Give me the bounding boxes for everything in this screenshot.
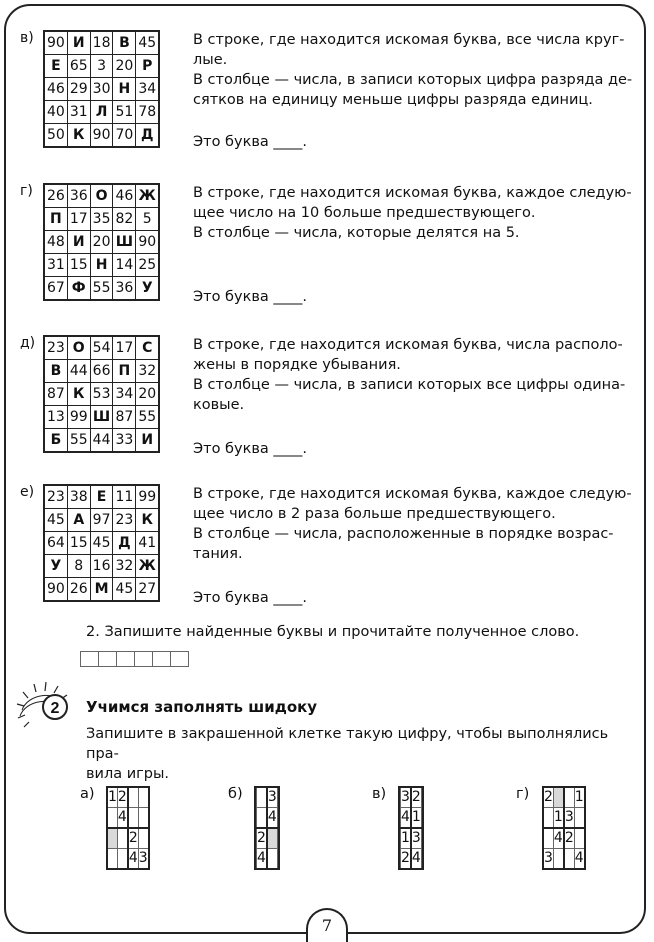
puzzle-label: в) <box>20 30 34 46</box>
sudoku-cell: 2 <box>401 849 411 870</box>
grid-number-cell: 87 <box>44 383 67 406</box>
condition-line: В столбце — числа, в записи которых все цифры одина- <box>193 377 626 393</box>
grid-number-cell: 33 <box>113 429 136 453</box>
grid-number-cell: 45 <box>90 532 113 555</box>
grid-letter-cell: С <box>136 336 159 360</box>
condition-line: лые. <box>193 52 228 68</box>
sudoku-cell <box>117 828 127 849</box>
condition-line: щее число на 10 больше предшествующего. <box>193 205 536 221</box>
condition-line: сятков на единицу меньше цифры разряда единиц. <box>193 92 593 108</box>
grid-number-cell: 51 <box>113 101 136 124</box>
intro-line: вила игры. <box>86 766 170 782</box>
grid-number-cell: 90 <box>44 31 67 55</box>
grid-number-cell: 23 <box>113 509 136 532</box>
grid-letter-cell: Ш <box>90 406 113 429</box>
number-letter-grid <box>43 484 160 602</box>
grid-letter-cell: Н <box>113 78 136 101</box>
grid-number-cell: 46 <box>113 184 136 208</box>
sun-emblem-icon <box>14 680 80 730</box>
sudoku-cell <box>574 808 584 829</box>
grid-number-cell: 99 <box>136 485 159 509</box>
grid-number-cell: 36 <box>67 184 90 208</box>
condition-line: В столбце — числа, которые делятся на 5. <box>193 225 520 241</box>
grid-letter-cell: У <box>44 555 67 578</box>
answer-boxes[interactable] <box>80 651 188 667</box>
grid-letter-cell: Б <box>44 429 67 453</box>
grid-letter-cell: Н <box>90 254 113 277</box>
sudoku-cell <box>543 808 553 829</box>
grid-letter-cell: К <box>67 124 90 148</box>
grid-number-cell: 41 <box>136 532 159 555</box>
condition-line: В строке, где находится искомая буква, числа располо- <box>193 337 623 353</box>
grid-number-cell: 36 <box>113 277 136 301</box>
sudoku-cell: 4 <box>128 849 138 870</box>
grid-number-cell: 3 <box>90 55 113 78</box>
grid-letter-cell: М <box>90 578 113 602</box>
grid-number-cell: 14 <box>113 254 136 277</box>
exercise-title: Учимся заполнять шидоку <box>86 698 318 716</box>
answer-letter-box[interactable] <box>80 651 99 667</box>
intro-line: Запишите в закрашенной клетке такую цифру, чтобы выполнялись пра- <box>86 726 609 762</box>
grid-number-cell: 13 <box>44 406 67 429</box>
sudoku-shaded-cell[interactable] <box>421 849 423 870</box>
number-letter-grid <box>43 30 160 148</box>
grid-number-cell: 31 <box>44 254 67 277</box>
grid-number-cell: 29 <box>67 78 90 101</box>
task-2-instruction: 2. Запишите найденные буквы и прочитайте полученное слово. <box>86 624 580 640</box>
sudoku-cell <box>564 787 574 808</box>
sudoku-cell <box>138 787 148 808</box>
grid-letter-cell: А <box>67 509 90 532</box>
grid-number-cell: 35 <box>90 208 113 231</box>
condition-line: В строке, где находится искомая буква, каждое следую- <box>193 486 632 502</box>
sudoku-cell: 2 <box>117 787 127 808</box>
grid-number-cell: 67 <box>44 277 67 301</box>
grid-number-cell: 54 <box>90 336 113 360</box>
condition-line: В строке, где находится искомая буква, все числа круг- <box>193 32 625 48</box>
puzzle-section <box>18 183 638 313</box>
sudoku-cell <box>564 849 574 870</box>
grid-letter-cell: И <box>136 429 159 453</box>
sudoku-cell <box>277 849 279 870</box>
sudoku-cell <box>421 787 423 808</box>
sudoku-cell: 1 <box>401 828 411 849</box>
grid-letter-cell: Ш <box>113 231 136 254</box>
grid-letter-cell: П <box>44 208 67 231</box>
grid-number-cell: 90 <box>136 231 159 254</box>
grid-number-cell: 31 <box>67 101 90 124</box>
grid-number-cell: 20 <box>90 231 113 254</box>
condition-line: тания. <box>193 546 243 562</box>
grid-number-cell: 87 <box>113 406 136 429</box>
grid-number-cell: 78 <box>136 101 159 124</box>
sudoku-cell <box>128 808 138 829</box>
grid-number-cell: 46 <box>44 78 67 101</box>
grid-letter-cell: Ф <box>67 277 90 301</box>
answer-letter-box[interactable] <box>134 651 153 667</box>
grid-letter-cell: Л <box>90 101 113 124</box>
sudoku-cell <box>138 808 148 829</box>
grid-number-cell: 45 <box>44 509 67 532</box>
grid-number-cell: 97 <box>90 509 113 532</box>
sudoku-cell: 1 <box>411 808 421 829</box>
grid-letter-cell: Д <box>136 124 159 148</box>
grid-number-cell: 32 <box>113 555 136 578</box>
grid-letter-cell: Е <box>90 485 113 509</box>
grid-number-cell: 34 <box>113 383 136 406</box>
sudoku-cell: 3 <box>564 808 574 829</box>
grid-number-cell: 15 <box>67 532 90 555</box>
puzzle-section <box>18 484 638 614</box>
grid-number-cell: 27 <box>136 578 159 602</box>
grid-letter-cell: О <box>90 184 113 208</box>
grid-letter-cell: Ж <box>136 184 159 208</box>
grid-number-cell: 34 <box>136 78 159 101</box>
grid-number-cell: 38 <box>67 485 90 509</box>
answer-blank[interactable]: Это буква ____. <box>193 134 307 150</box>
sudoku-cell: 3 <box>543 849 553 870</box>
sudoku-cell <box>267 849 277 870</box>
grid-number-cell: 82 <box>113 208 136 231</box>
grid-letter-cell: Ж <box>136 555 159 578</box>
grid-number-cell: 99 <box>67 406 90 429</box>
grid-number-cell: 23 <box>44 336 67 360</box>
sudoku-label: б) <box>228 786 243 802</box>
grid-number-cell: 25 <box>136 254 159 277</box>
sudoku-cell: 2 <box>543 787 553 808</box>
answer-letter-box[interactable] <box>152 651 171 667</box>
grid-number-cell: 53 <box>90 383 113 406</box>
sudoku-label: а) <box>80 786 95 802</box>
puzzle-conditions <box>193 30 633 110</box>
grid-number-cell: 45 <box>136 31 159 55</box>
sudoku-cell <box>257 787 267 808</box>
grid-number-cell: 11 <box>113 485 136 509</box>
condition-line: жены в порядке убывания. <box>193 357 401 373</box>
grid-number-cell: 20 <box>136 383 159 406</box>
number-letter-grid <box>43 183 160 301</box>
sudoku-cell: 3 <box>267 787 277 808</box>
grid-number-cell: 20 <box>113 55 136 78</box>
grid-number-cell: 23 <box>44 485 67 509</box>
grid-number-cell: 17 <box>113 336 136 360</box>
grid-letter-cell: О <box>67 336 90 360</box>
puzzle-section <box>18 30 638 160</box>
sudoku-grid <box>106 786 150 870</box>
grid-number-cell: 66 <box>90 360 113 383</box>
sudoku-cell: 2 <box>411 787 421 808</box>
sudoku-cell <box>277 808 279 829</box>
exercise-number: 2 <box>50 700 60 717</box>
grid-letter-cell: И <box>67 31 90 55</box>
sudoku-label: в) <box>372 786 387 802</box>
sudoku-cell <box>257 808 267 829</box>
sudoku-cell <box>421 808 423 829</box>
grid-number-cell: 55 <box>90 277 113 301</box>
grid-number-cell: 26 <box>44 184 67 208</box>
grid-letter-cell: И <box>67 231 90 254</box>
number-letter-grid <box>43 335 160 453</box>
sudoku-grid <box>398 786 424 870</box>
sudoku-cell: 1 <box>553 808 563 829</box>
sudoku-cell: 2 <box>564 828 574 849</box>
page-number: 7 <box>306 908 348 942</box>
sudoku-cell: 4 <box>401 808 411 829</box>
grid-number-cell: 8 <box>67 555 90 578</box>
answer-letter-box[interactable] <box>116 651 135 667</box>
grid-number-cell: 40 <box>44 101 67 124</box>
sudoku-cell <box>277 828 279 849</box>
puzzle-label: г) <box>20 183 33 199</box>
sudoku-cell <box>421 828 423 849</box>
grid-number-cell: 50 <box>44 124 67 148</box>
sudoku-cell: 4 <box>267 808 277 829</box>
sudoku-grid <box>542 786 586 870</box>
sudoku-cell <box>107 808 117 829</box>
exercise-intro <box>86 724 638 784</box>
grid-number-cell: 16 <box>90 555 113 578</box>
grid-number-cell: 90 <box>44 578 67 602</box>
sudoku-cell: 4 <box>257 849 267 870</box>
answer-blank[interactable]: Это буква ____. <box>193 590 307 606</box>
answer-blank[interactable]: Это буква ____. <box>193 289 307 305</box>
sudoku-cell: 3 <box>138 849 148 870</box>
grid-letter-cell: Д <box>113 532 136 555</box>
grid-number-cell: 5 <box>136 208 159 231</box>
grid-letter-cell: Р <box>136 55 159 78</box>
sudoku-cell: 4 <box>411 849 421 870</box>
sudoku-cell <box>107 849 117 870</box>
puzzle-label: е) <box>20 484 35 500</box>
grid-letter-cell: У <box>136 277 159 301</box>
puzzle-section <box>18 335 638 465</box>
sudoku-cell: 1 <box>574 787 584 808</box>
sudoku-cell: 1 <box>107 787 117 808</box>
answer-letter-box[interactable] <box>98 651 117 667</box>
grid-number-cell: 70 <box>113 124 136 148</box>
puzzle-conditions <box>193 335 633 415</box>
answer-letter-box[interactable] <box>170 651 189 667</box>
grid-letter-cell: П <box>113 360 136 383</box>
grid-number-cell: 44 <box>67 360 90 383</box>
condition-line: В строке, где находится искомая буква, каждое следую- <box>193 185 632 201</box>
grid-letter-cell: К <box>67 383 90 406</box>
sudoku-shaded-cell[interactable] <box>107 828 117 849</box>
grid-number-cell: 32 <box>136 360 159 383</box>
condition-line: щее число в 2 раза больше предшествующего. <box>193 506 556 522</box>
grid-letter-cell: В <box>113 31 136 55</box>
condition-line: ковые. <box>193 397 245 413</box>
grid-number-cell: 65 <box>67 55 90 78</box>
sudoku-cell: 4 <box>117 808 127 829</box>
grid-number-cell: 44 <box>90 429 113 453</box>
grid-number-cell: 18 <box>90 31 113 55</box>
puzzle-conditions <box>193 484 633 564</box>
grid-number-cell: 45 <box>113 578 136 602</box>
puzzle-label: д) <box>20 335 36 351</box>
sudoku-cell: 4 <box>574 849 584 870</box>
sudoku-cell: 3 <box>411 828 421 849</box>
grid-number-cell: 64 <box>44 532 67 555</box>
puzzle-conditions <box>193 183 633 243</box>
grid-number-cell: 55 <box>67 429 90 453</box>
grid-number-cell: 30 <box>90 78 113 101</box>
condition-line: В столбце — числа, расположенные в порядке возрас- <box>193 526 614 542</box>
grid-number-cell: 48 <box>44 231 67 254</box>
sudoku-cell: 4 <box>553 828 563 849</box>
sudoku-cell <box>128 787 138 808</box>
sudoku-shaded-cell[interactable] <box>267 828 277 849</box>
answer-blank[interactable]: Это буква ____. <box>193 441 307 457</box>
sudoku-cell: 2 <box>257 828 267 849</box>
sudoku-label: г) <box>516 786 530 802</box>
sudoku-cell <box>574 828 584 849</box>
sudoku-cell <box>117 849 127 870</box>
condition-line: В столбце — числа, в записи которых цифра разряда де- <box>193 72 633 88</box>
sudoku-cell: 3 <box>401 787 411 808</box>
sudoku-cell <box>138 828 148 849</box>
sudoku-cell <box>543 828 553 849</box>
grid-number-cell: 55 <box>136 406 159 429</box>
grid-number-cell: 26 <box>67 578 90 602</box>
sudoku-grid <box>254 786 280 870</box>
grid-letter-cell: К <box>136 509 159 532</box>
grid-letter-cell: В <box>44 360 67 383</box>
grid-number-cell: 17 <box>67 208 90 231</box>
sudoku-cell <box>553 849 563 870</box>
sudoku-cell <box>277 787 279 808</box>
sudoku-shaded-cell[interactable] <box>553 787 563 808</box>
sudoku-cell: 2 <box>128 828 138 849</box>
grid-number-cell: 15 <box>67 254 90 277</box>
grid-letter-cell: Е <box>44 55 67 78</box>
grid-number-cell: 90 <box>90 124 113 148</box>
